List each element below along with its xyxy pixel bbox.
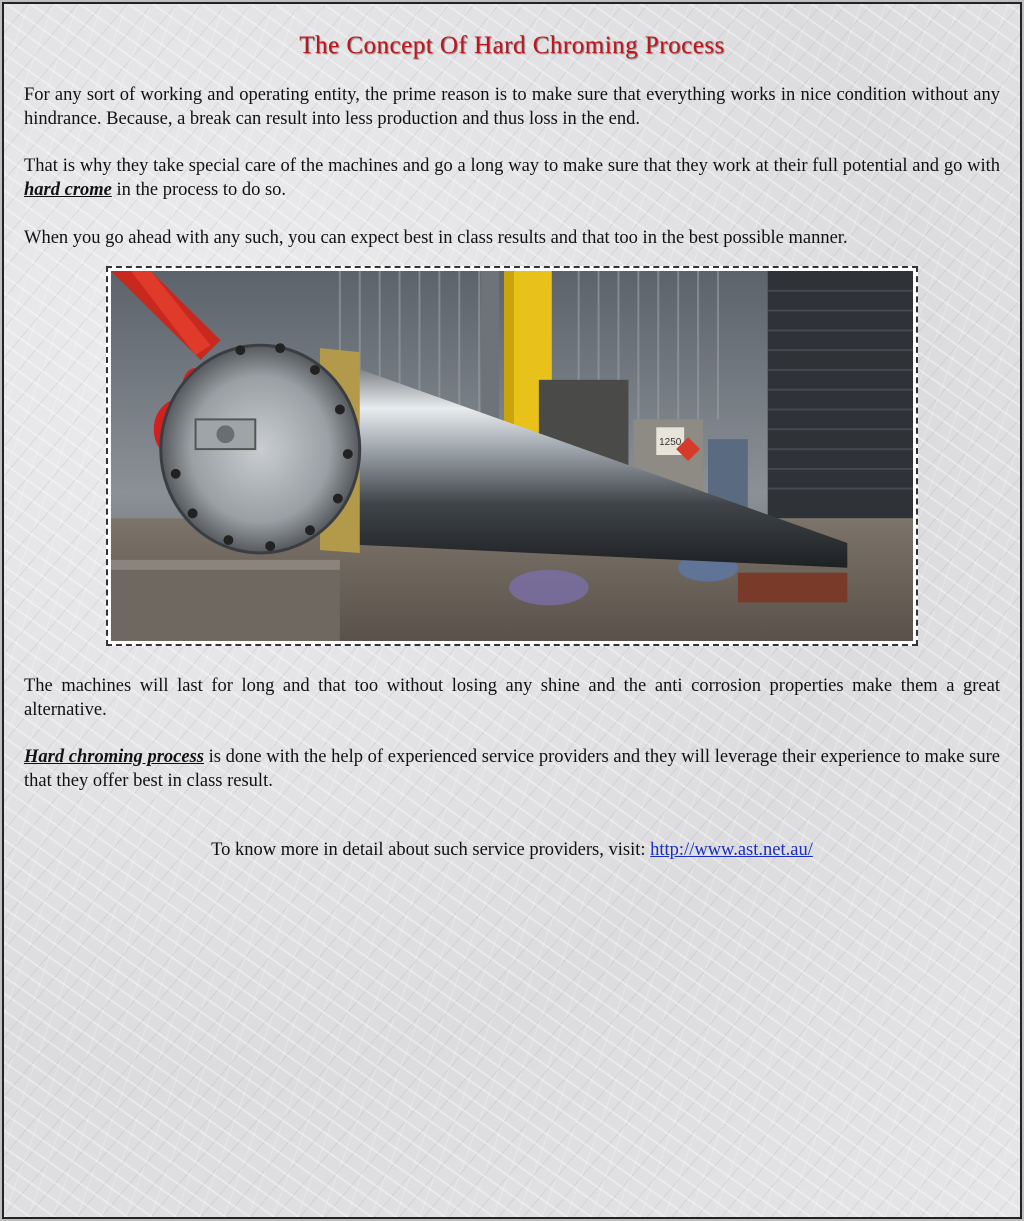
chrome-cylinder-photo bbox=[106, 266, 918, 646]
website-link[interactable]: http://www.ast.net.au/ bbox=[650, 840, 813, 860]
paragraph-service-providers-text: is done with the help of experienced service providers and they will leverage their experience to make sure that they offer best in class result. bbox=[24, 747, 1000, 791]
visit-text: To know more in detail about such service providers, visit: bbox=[211, 840, 651, 860]
paragraph-results-text: When you go ahead with any such, you can expect best in class results and that too in the best possible manner. bbox=[24, 228, 848, 248]
paragraph-special-care-tail: in the process to do so. bbox=[111, 180, 287, 200]
paragraph-service-providers bbox=[24, 745, 1000, 793]
paragraph-longevity bbox=[24, 674, 1000, 722]
paragraph-longevity-text: The machines will last for long and that too without losing any shine and the anti corrosion properties make them a great alternative. bbox=[24, 676, 1000, 720]
visit-line bbox=[4, 840, 1020, 861]
page-title: The Concept Of Hard Chroming Process bbox=[299, 32, 725, 59]
paragraph-intro bbox=[24, 83, 1000, 131]
paragraph-special-care-text: That is why they take special care of the machines and go a long way to make sure that they work at their full potential and go with bbox=[24, 156, 1000, 176]
machine-sign-label: 1250 bbox=[659, 437, 682, 449]
document-page bbox=[2, 2, 1022, 1219]
paragraph-special-care bbox=[24, 154, 1000, 202]
paragraph-intro-text: For any sort of working and operating entity, the prime reason is to make sure that everything works in nice condition without any hindrance. Because, a break can result into less production and thus loss in the end. bbox=[24, 85, 1000, 129]
chrome-cylinder-illustration bbox=[111, 271, 913, 641]
hard-chroming-process-link[interactable]: Hard chroming process bbox=[24, 747, 204, 767]
hard-crome-link[interactable]: hard crome bbox=[24, 180, 112, 200]
paragraph-results bbox=[24, 226, 1000, 250]
